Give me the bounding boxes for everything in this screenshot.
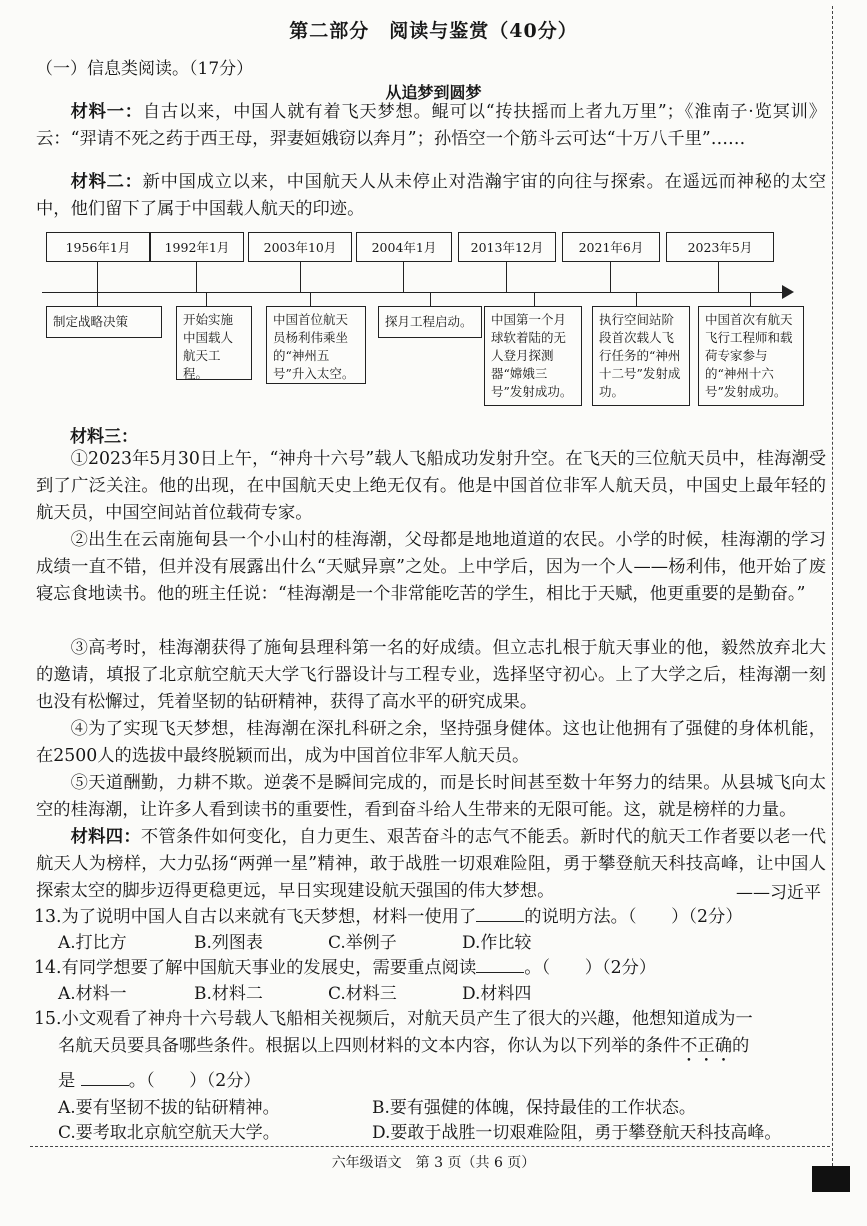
timeline-connector (430, 292, 431, 306)
timeline-connector (718, 262, 719, 292)
q15-option-c: C.要考取北京航空航天大学。 (58, 1123, 280, 1143)
question-15-line-3: 是 。（ ）（2分） (58, 1071, 261, 1091)
material-3-label: 材料三： (70, 427, 138, 447)
q15-option-b: B.要有强健的体魄，保持最佳的工作状态。 (372, 1098, 696, 1118)
timeline-date: 2003年10月 (248, 232, 352, 262)
timeline-connector (97, 292, 98, 306)
timeline-connector (206, 292, 207, 306)
material-4 (36, 824, 826, 905)
timeline-event: 中国第一个月球软着陆的无人登月探测器“嫦娥三号”发射成功。 (484, 306, 582, 406)
timeline-event: 中国首位航天员杨利伟乘坐的“神州五号”升入太空。 (266, 306, 366, 384)
timeline-connector (310, 292, 311, 306)
timeline-connector (610, 262, 611, 292)
material-3-paragraph-5: ⑤天道酬勤，力耕不欺。逆袭不是瞬间完成的，而是长时间甚至数十年努力的结果。从县城飞向太空的桂海潮，让许多人看到读书的重要性，看到奋斗给人生带来的无限可能。这，就是榜样的力量。 (36, 773, 826, 820)
material-1-label: 材料一： (70, 102, 143, 122)
timeline-event: 开始实施中国载人航天工程。 (176, 306, 252, 380)
q13-option-d: D.作比较 (462, 933, 532, 953)
timeline-event: 执行空间站阶段首次载人飞行任务的“神州十二号”发射成功。 (592, 306, 690, 406)
timeline-connector (534, 292, 535, 306)
q14-option-d: D.材料四 (462, 984, 532, 1004)
timeline-axis (42, 292, 786, 293)
material-3-paragraph-4: ④为了实现飞天梦想，桂海潮在深扎科研之余，坚持强身健体。这也让他拥有了强健的身体机能，在2500人的选拔中最终脱颖而出，成为中国首位非军人航天员。 (36, 719, 826, 766)
material-3-paragraph-3: ③高考时，桂海潮获得了施甸县理科第一名的好成绩。但立志扎根于航天事业的他，毅然放弃北大的邀请，填报了北京航空航天大学飞行器设计与工程专业，选择坚守初心。上了大学之后，桂海潮一刻也没有松懈过，凭着坚韧的钻研精神，获得了高水平的研究成果。 (36, 638, 826, 712)
timeline-date: 1956年1月 (46, 232, 150, 262)
timeline-event: 制定战略决策 (46, 306, 162, 338)
material-4-label: 材料四： (70, 827, 141, 847)
question-14 (34, 953, 656, 978)
question-14-text: 14.有同学想要了解中国航天事业的发展史，需要重点阅读 (34, 958, 477, 978)
question-14-tail: 。（ ）（2分） (524, 958, 657, 978)
q13-option-a: A.打比方 (58, 933, 127, 953)
answer-blank-13[interactable] (476, 905, 524, 922)
q14-option-c: C.材料三 (328, 984, 397, 1004)
material-2-text: 新中国成立以来，中国航天人从未停止对浩瀚宇宙的向往与探索。在遥远而神秘的太空中，他们留下了属于中国载人航天的印迹。 (36, 172, 826, 219)
q13-option-b: B.列图表 (194, 933, 263, 953)
question-13 (34, 902, 743, 927)
q15-option-a: A.要有坚韧不拔的钻研精神。 (58, 1098, 280, 1118)
emphasis-not-correct: 不正确 (680, 1036, 732, 1056)
section-title: （一）信息类阅读。（17分） (36, 59, 254, 79)
timeline-date: 2023年5月 (666, 232, 774, 262)
timeline-event: 中国首次有航天飞行工程师和载荷专家参与的“神州十六号”发射成功。 (698, 306, 804, 406)
question-15-line-2: 名航天员要具备哪些条件。根据以上四则材料的文本内容，你认为以下列举的条件不正确的 (58, 1036, 750, 1056)
answer-blank-14[interactable] (476, 956, 524, 973)
question-13-tail: 的说明方法。（ ）（2分） (524, 907, 743, 927)
q14-option-a: A.材料一 (58, 984, 127, 1004)
material-2-label: 材料二： (70, 172, 143, 192)
timeline-connector (97, 262, 98, 292)
timeline-date: 1992年1月 (150, 232, 244, 262)
q13-option-c: C.举例子 (328, 933, 397, 953)
timeline-connector (403, 262, 404, 292)
timeline-date: 2013年12月 (458, 232, 556, 262)
q14-option-b: B.材料二 (194, 984, 263, 1004)
material-1 (36, 99, 826, 153)
timeline-connector (750, 292, 751, 306)
timeline-date: 2021年6月 (562, 232, 660, 262)
question-15-line-1: 15.小文观看了神舟十六号载人飞船相关视频后，对航天员产生了很大的兴趣，他想知道成为一 (34, 1009, 753, 1029)
footer-dashed-line (30, 1146, 830, 1147)
part-title: 第二部分 阅读与鉴赏（40分） (289, 20, 578, 42)
material-3-paragraph-1: ①2023年5月30日上午，“神舟十六号”载人飞船成功发射升空。在飞天的三位航天员中，桂海潮受到了广泛关注。他的出现，在中国航天史上绝无仅有。他是中国首位非军人航天员，中国史上最年轻的航天员，中国空间站首位载荷专家。 (36, 449, 826, 523)
question-13-text: 13.为了说明中国人自古以来就有飞天梦想，材料一使用了 (34, 907, 477, 927)
timeline-connector (300, 262, 301, 292)
page-footer: 六年级语文 第 3 页（共 6 页） (331, 1155, 536, 1171)
timeline-connector (636, 292, 637, 306)
timeline-event: 探月工程启动。 (378, 306, 482, 338)
material-3-paragraph-2: ②出生在云南施甸县一个小山村的桂海潮，父母都是地地道道的农民。小学的时候，桂海潮的学习成绩一直不错，但并没有展露出什么“天赋异禀”之处。上中学后，因为一个人——杨利伟，他开始了废寝忘食地读书。他的班主任说：“桂海潮是一个非常能吃苦的学生，相比于天赋，他更重要的是勤奋。” (36, 530, 826, 604)
answer-blank-15[interactable] (81, 1069, 129, 1086)
binding-dashed-line (832, 6, 833, 1186)
material-1-text: 自古以来，中国人就有着飞天梦想。鲲可以“抟扶摇而上者九万里”；《淮南子·览冥训》云：“羿请不死之药于西王母，羿妻姮娥窃以奔月”；孙悟空一个筋斗云可达“十万八千里”…… (36, 102, 826, 149)
q15-option-d: D.要敢于战胜一切艰难险阻，勇于攀登航天科技高峰。 (372, 1123, 782, 1143)
material-2 (36, 169, 826, 223)
article-title: 从追梦到圆梦 (385, 83, 482, 102)
timeline-arrow-icon (782, 285, 794, 299)
timeline-connector (196, 262, 197, 292)
timeline-connector (506, 262, 507, 292)
material-4-signature: ——习近平 (736, 883, 821, 903)
scan-marker (812, 1166, 850, 1192)
material-4-text: 不管条件如何变化，自力更生、艰苦奋斗的志气不能丢。新时代的航天工作者要以老一代航天人为榜样，大力弘扬“两弹一星”精神，敢于战胜一切艰难险阻，勇于攀登航天科技高峰，让中国人探索太空的脚步迈得更稳更远，早日实现建设航天强国的伟大梦想。 (36, 827, 826, 901)
timeline-date: 2004年1月 (356, 232, 452, 262)
